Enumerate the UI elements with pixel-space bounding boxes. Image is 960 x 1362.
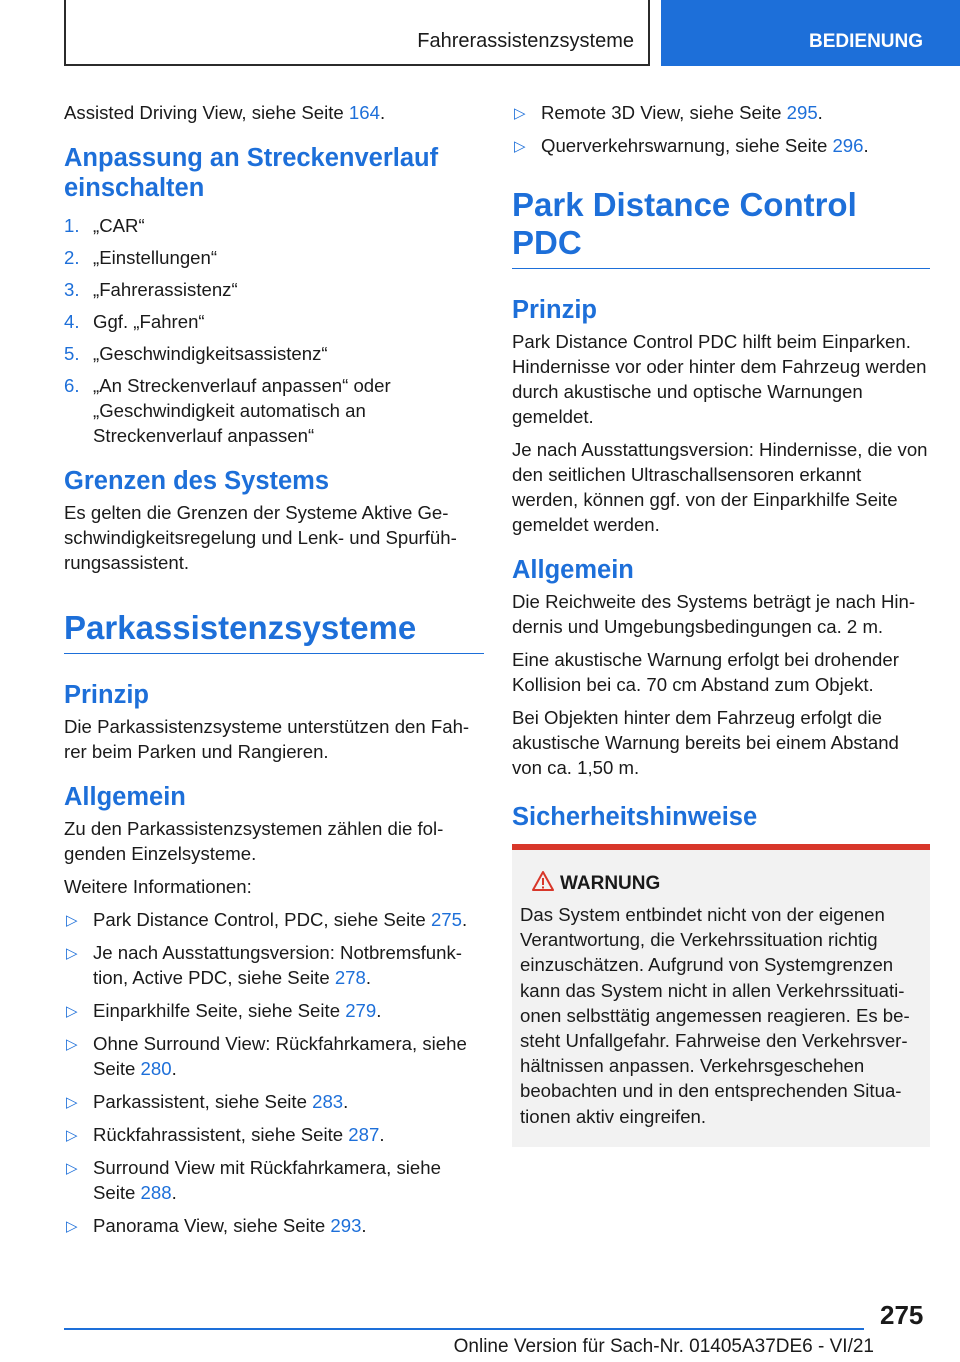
triangle-right-icon: ▷ (66, 912, 78, 929)
prinzip-paragraph-2: Je nach Ausstattungsversion: Hindernisse, die von den seitlichen Ultraschallsensoren erkannt werden, können ggf. von der Einparkhilfe Seite gemeldet werden. (512, 439, 928, 535)
triangle-right-icon: ▷ (66, 1127, 78, 1144)
allgemein-paragraph-2: Eine akustische Warnung erfolgt bei drohender Kollision bei ca. 70 cm Abstand zum Objekt. (512, 649, 899, 695)
page-link[interactable]: 295 (786, 102, 818, 123)
warning-title: WARNUNG (560, 873, 661, 894)
allgemein-paragraph-3: Bei Objekten hinter dem Fahrzeug erfolgt die akustische Warnung bereits bei einem Abstand von ca. 1,50 m. (512, 707, 899, 778)
triangle-right-icon: ▷ (66, 1094, 78, 1111)
triangle-right-icon: ▷ (66, 1036, 78, 1053)
warning-box (512, 844, 930, 1147)
prinzip-paragraph: Die Parkassistenzsysteme unterstützen den Fahrer beim Parken und Rangieren. (64, 716, 470, 762)
page-link[interactable]: 283 (312, 1091, 344, 1112)
page-link[interactable]: 287 (348, 1124, 380, 1145)
list-item: ▷ Parkassistent, siehe Seite 283. (64, 1089, 484, 1114)
triangle-right-icon: ▷ (66, 1003, 78, 1020)
triangle-right-icon: ▷ (66, 945, 78, 962)
list-item: ▷ Querverkehrswarnung, siehe Seite 296. (512, 133, 930, 158)
triangle-right-icon: ▷ (66, 1160, 78, 1177)
list-item: ▷ Einparkhilfe Seite, siehe Seite 279. (64, 998, 484, 1023)
heading-anpassung: Anpassung an Streckenverlauf einschalten (64, 144, 439, 202)
page-link[interactable]: 280 (140, 1058, 172, 1079)
steps-list (64, 213, 484, 448)
header-section-title: Fahrerassistenzsysteme (417, 30, 634, 52)
heading-sicherheitshinweise: Sicherheitshinweise (512, 803, 758, 831)
system-bullet-list (64, 907, 484, 1238)
heading-allgemein: Allgemein (64, 783, 186, 811)
allgemein-paragraph-1: Die Reichweite des Systems beträgt je nach Hindernis und Umgebungsbedingungen ca. 2 m. (512, 591, 916, 637)
header-section-box (64, 0, 650, 66)
warning-triangle-icon (532, 870, 554, 892)
list-item: 3. „Fahrerassistenz“ (64, 279, 238, 300)
page-link[interactable]: 278 (334, 967, 366, 988)
page-number: 275 (880, 1300, 924, 1330)
warning-header (520, 872, 922, 896)
footer-divider (64, 1328, 864, 1330)
heading-parkassistenzsysteme: Parkassistenzsysteme (64, 609, 484, 654)
list-item: ▷ Rückfahrassistent, siehe Seite 287. (64, 1122, 484, 1147)
triangle-right-icon: ▷ (514, 105, 526, 122)
page-link[interactable]: 296 (832, 135, 864, 156)
intro-paragraph: Assisted Driving View, siehe Seite 164. (64, 102, 386, 123)
page-link[interactable]: 275 (430, 909, 462, 930)
list-item: ▷ Ohne Surround View: Rückfahrkamera, siehe Seite 280. (66, 1033, 467, 1079)
triangle-right-icon: ▷ (66, 1218, 78, 1235)
grenzen-paragraph: Es gelten die Grenzen der Systeme Aktive Geschwindigkeitsregelung und Lenk- und Spurführungsassistent. (64, 502, 457, 573)
heading-prinzip: Prinzip (64, 681, 150, 709)
page-link[interactable]: 288 (140, 1182, 172, 1203)
list-item: 2. „Einstellungen“ (64, 247, 218, 268)
list-item: ▷ Surround View mit Rückfahrkamera, siehe Seite 288. (66, 1157, 441, 1203)
triangle-right-icon: ▷ (514, 138, 526, 155)
left-column (64, 100, 484, 1246)
header-chapter-title: BEDIENUNG (809, 31, 924, 52)
heading-pdc: Park Distance Control PDC (512, 186, 930, 269)
list-item: ▷ Park Distance Control, PDC, siehe Seite 275. (64, 907, 484, 932)
list-item: 5. „Geschwindigkeitsassistenz“ (64, 343, 328, 364)
heading-grenzen: Grenzen des Systems (64, 467, 330, 495)
prinzip-paragraph-1: Park Distance Control PDC hilft beim Einparken. Hindernisse vor oder hinter dem Fahrzeug werden durch akustische und optische Warnungen gemeldet. (512, 331, 927, 427)
page-link[interactable]: 279 (345, 1000, 377, 1021)
heading-allgemein: Allgemein (512, 556, 634, 584)
list-item: 4. Ggf. „Fahren“ (64, 311, 205, 332)
header-chapter-tab[interactable] (661, 0, 960, 66)
footer-online-version: Online Version für Sach-Nr. 01405A37DE6 - VI/21 (453, 1336, 874, 1357)
page-link[interactable]: 164 (348, 102, 380, 123)
list-item: 1. „CAR“ (64, 215, 145, 236)
page-link[interactable]: 293 (330, 1215, 362, 1236)
allgemein-paragraph: Zu den Parkassistenzsystemen zählen die folgenden Einzelsysteme. (64, 818, 444, 864)
system-bullet-list-continued (512, 100, 930, 158)
right-column (512, 100, 930, 1147)
weitere-label: Weitere Informationen: (64, 876, 252, 897)
heading-prinzip: Prinzip (512, 296, 598, 324)
list-item: ▷ Je nach Ausstattungsversion: Notbremsfunktion, Active PDC, siehe Seite 278. (66, 942, 462, 988)
list-item: ▷ Remote 3D View, siehe Seite 295. (512, 100, 930, 125)
warning-text: Das System entbindet nicht von der eigenen Verantwortung, die Verkehrssituation richtig einzuschätzen. Aufgrund von Systemgrenzen kann das System nicht in allen Verkehrssituationen selbsttätig angemessen reagieren. Es besteht Unfallgefahr. Fahrweise den Verkehrsverhältnissen anpassen. Verkehrsgeschehen beobachten und in den entsprechenden Situationen aktiv eingreifen. (520, 904, 910, 1127)
list-item: 6. „An Streckenverlauf anpassen“ oder „Geschwindigkeit automatisch an Streckenverlauf anpassen“ (64, 375, 391, 446)
list-item: ▷ Panorama View, siehe Seite 293. (64, 1213, 484, 1238)
